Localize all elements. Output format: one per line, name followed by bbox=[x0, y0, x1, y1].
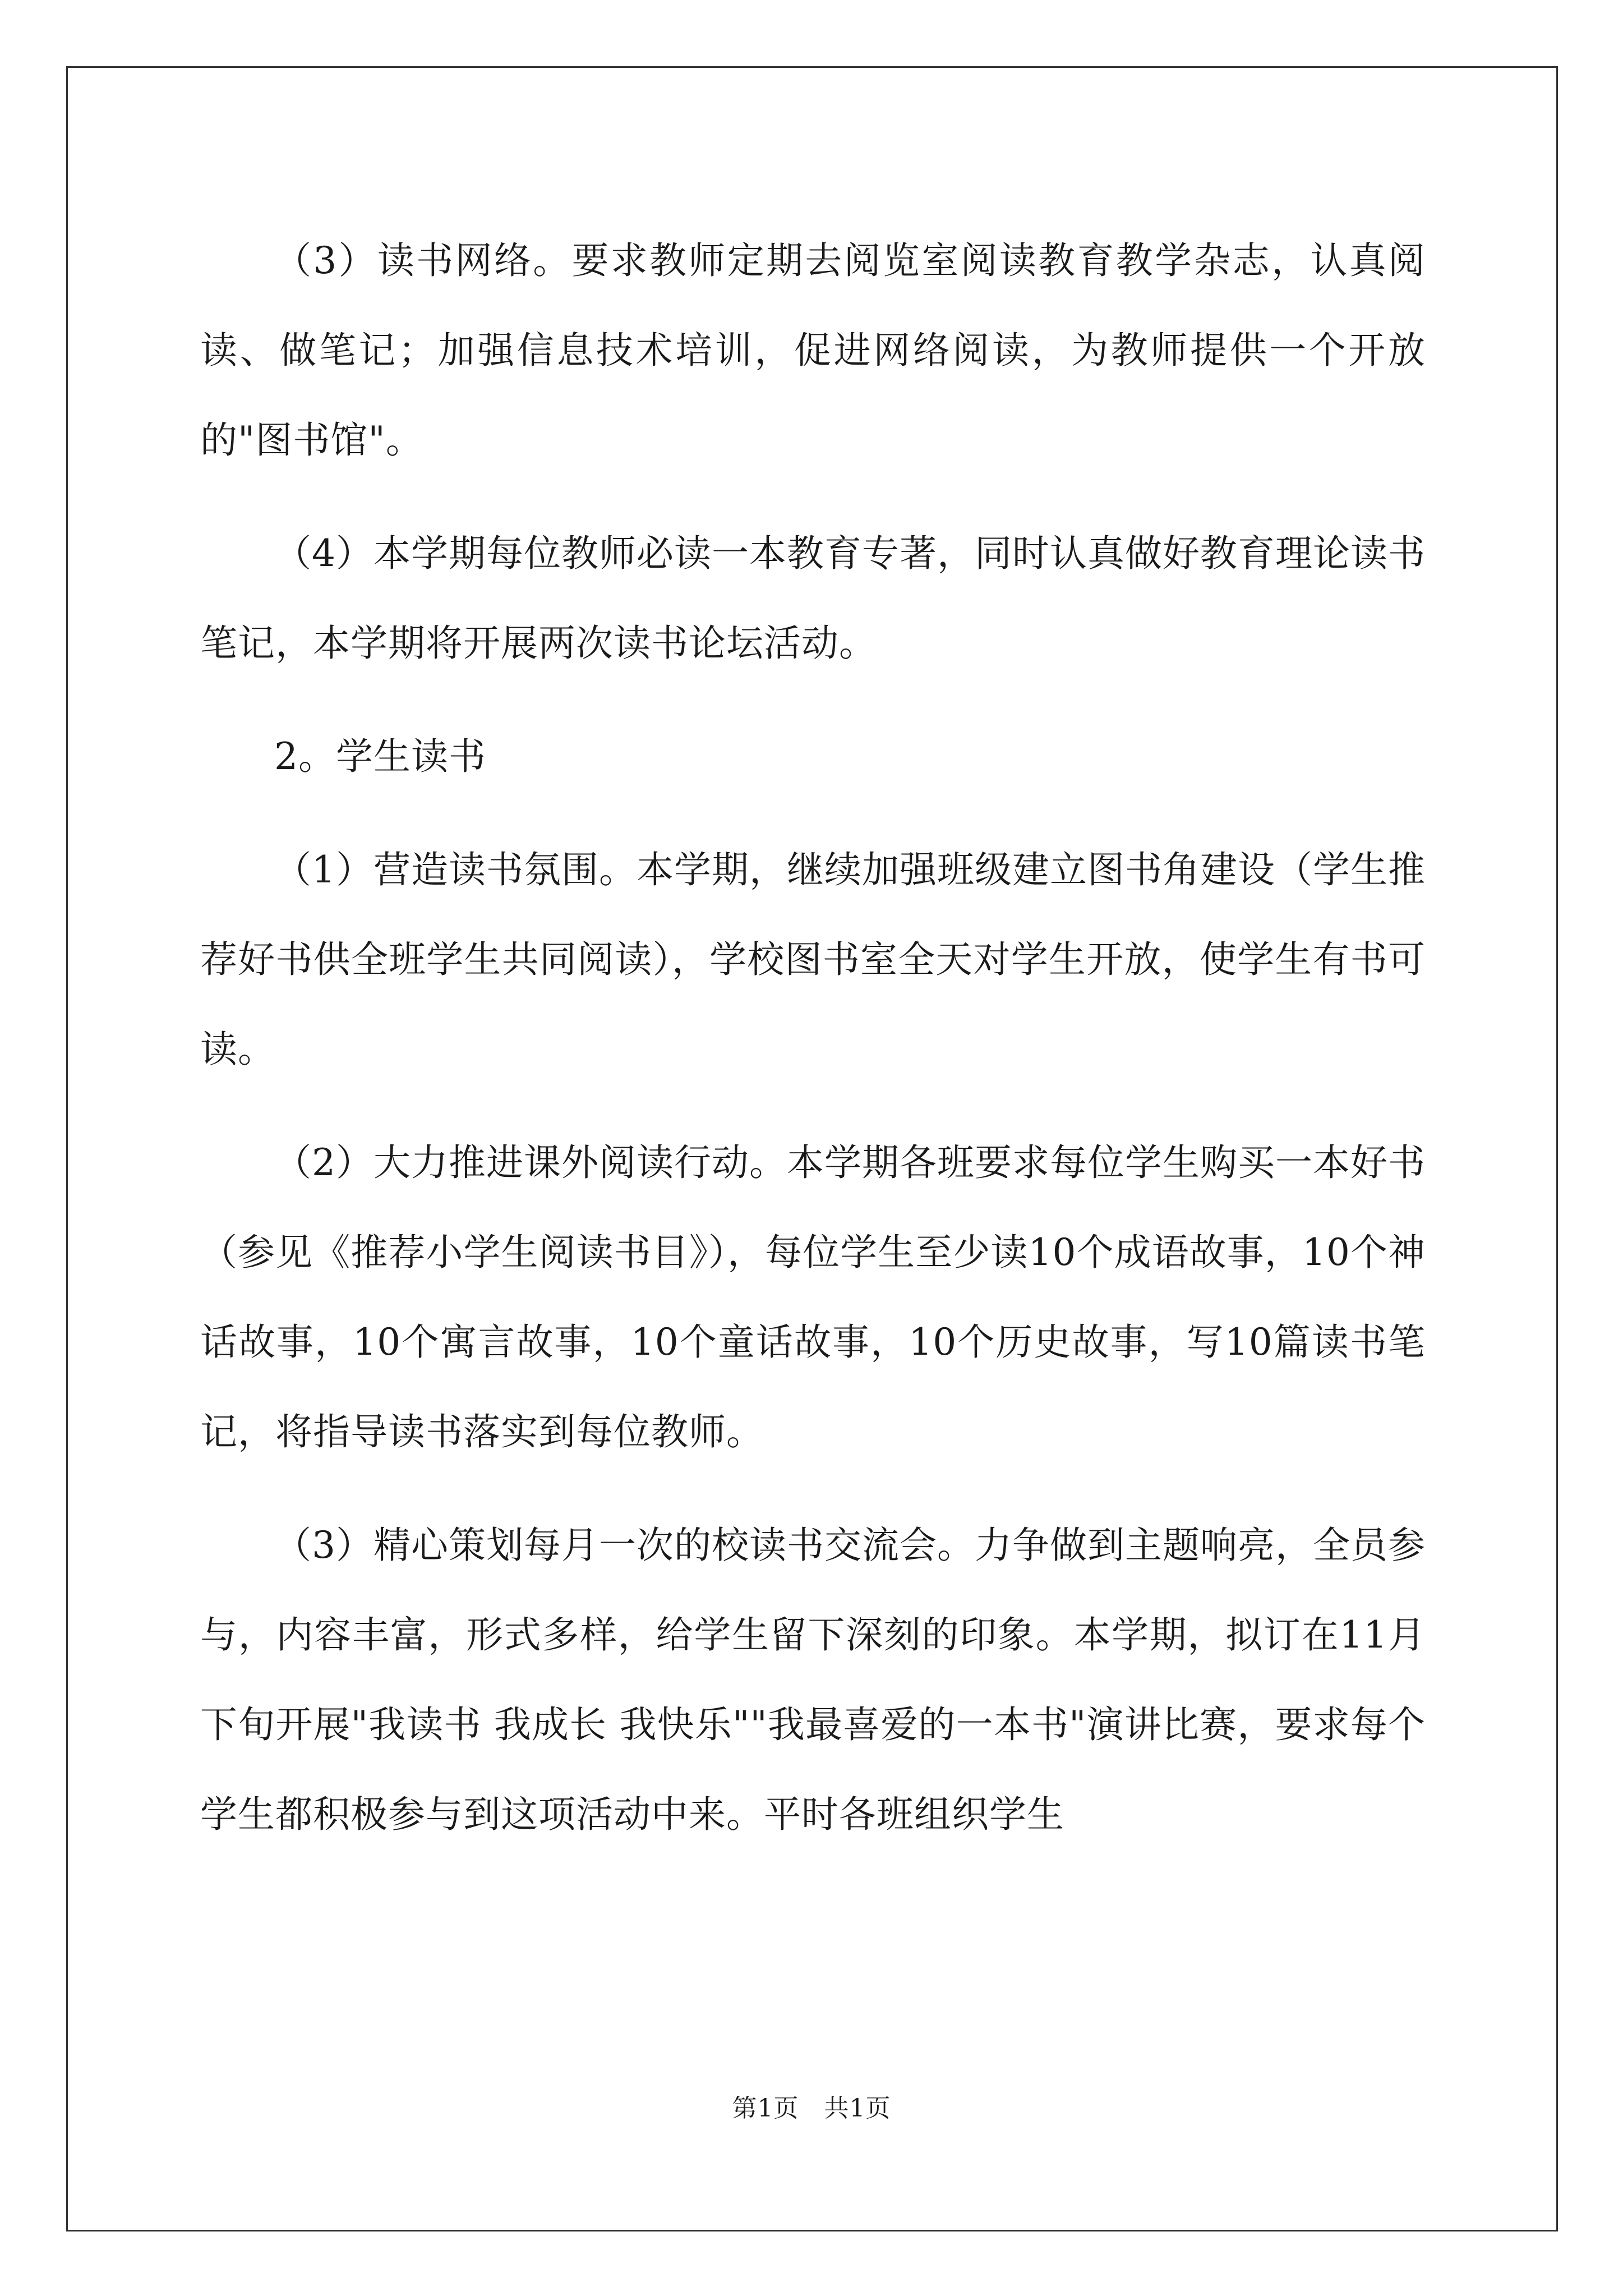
paragraph-reading-exchange: （3）精心策划每月一次的校读书交流会。力争做到主题响亮，全员参与，内容丰富，形式多样，给学生留下深刻的印象。本学期，拟订在11月下旬开展"我读书 我成长 我快乐""我最喜爱的一本书"演讲比赛，要求每个学生都积极参与到这项活动中来。平时各班组织学生 bbox=[200, 1524, 1426, 1836]
section-heading-student-reading: 2。学生读书 bbox=[274, 735, 486, 778]
paragraph-teacher-monograph: （4）本学期每位教师必读一本教育专著，同时认真做好教育理论读书笔记，本学期将开展两次读书论坛活动。 bbox=[200, 532, 1426, 665]
paragraph-extracurricular-reading: （2）大力推进课外阅读行动。本学期各班要求每位学生购买一本好书（参见《推荐小学生阅读书目》），每位学生至少读10个成语故事，10个神话故事，10个寓言故事，10个童话故事，10个历史故事，写10篇读书笔记，将指导读书落实到每位教师。 bbox=[200, 1141, 1426, 1453]
document-body bbox=[200, 216, 1426, 1883]
paragraph-reading-network: （3）读书网络。要求教师定期去阅览室阅读教育教学杂志，认真阅读、做笔记；加强信息技术培训，促进网络阅读，为教师提供一个开放的"图书馆"。 bbox=[200, 239, 1426, 462]
paragraph-reading-atmosphere: （1）营造读书氛围。本学期，继续加强班级建立图书角建设（学生推荐好书供全班学生共同阅读），学校图书室全天对学生开放，使学生有书可读。 bbox=[200, 848, 1426, 1071]
page-number-footer: 第1页 共1页 bbox=[732, 2094, 891, 2123]
